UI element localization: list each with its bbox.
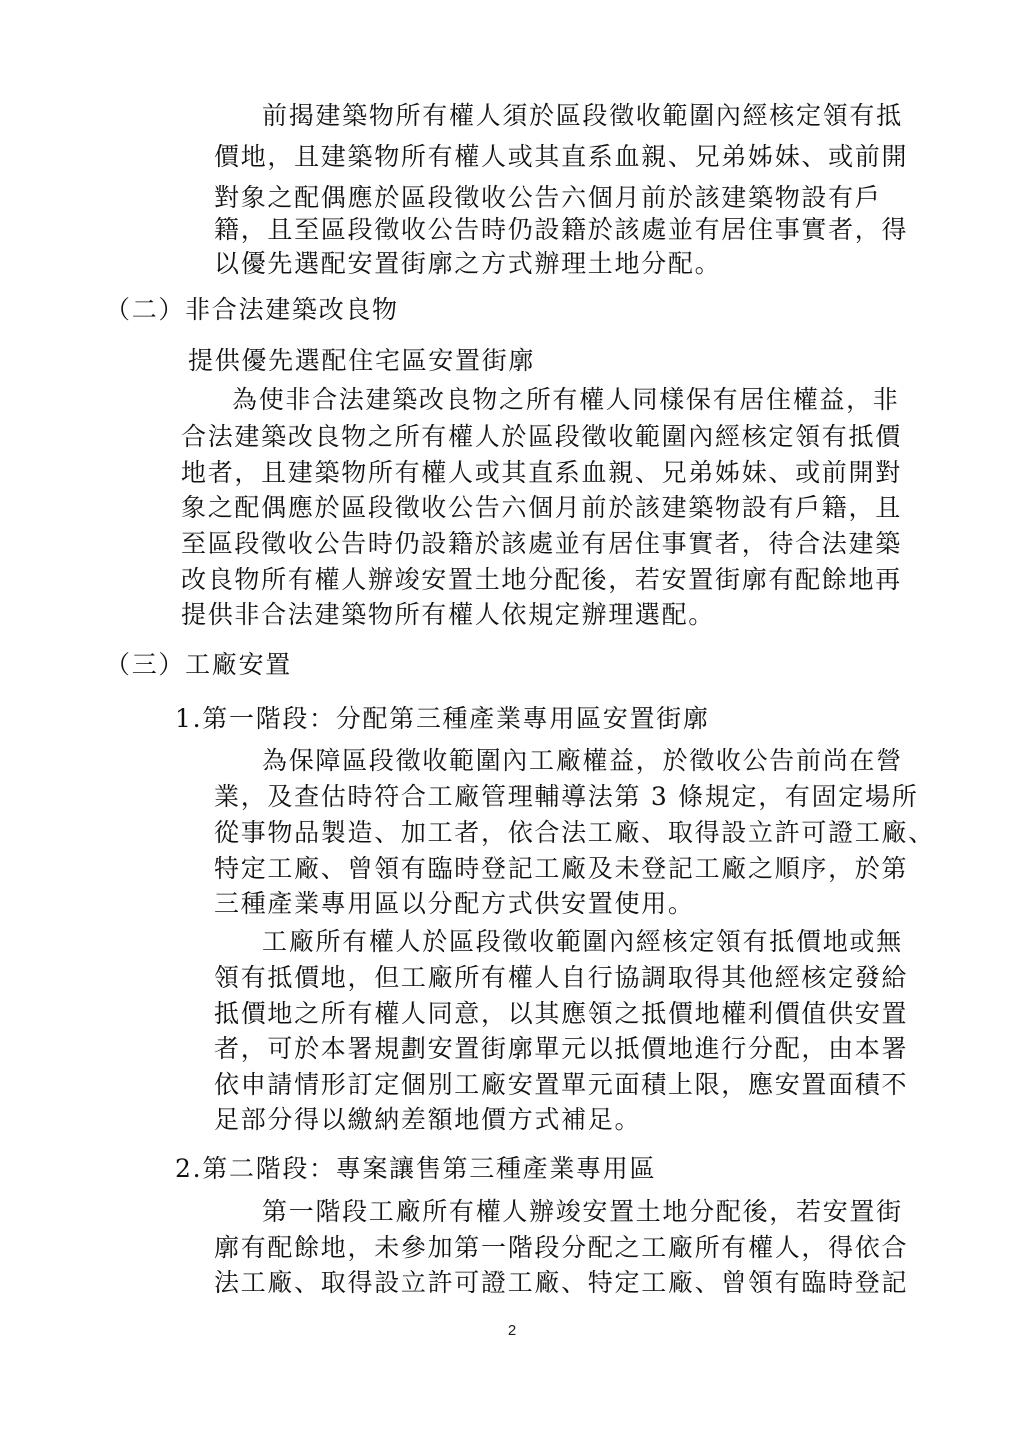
item-heading: 1.第一階段：分配第三種產業專用區安置街廓 bbox=[175, 704, 710, 733]
paragraph-line: 象之配偶應於區段徵收公告六個月前於該建築物設有戶籍，且 bbox=[181, 493, 902, 522]
paragraph-line: 合法建築改良物之所有權人於區段徵收範圍內經核定領有抵價 bbox=[181, 422, 902, 451]
paragraph-line: 價地，且建築物所有權人或其直系血親、兄弟姊妹、或前開 bbox=[214, 142, 909, 171]
paragraph-line: 工廠所有權人於區段徵收範圍內經核定領有抵價地或無 bbox=[262, 927, 903, 956]
paragraph-line: 依申請情形訂定個別工廠安置單元面積上限，應安置面積不 bbox=[214, 1070, 909, 1099]
section-heading: （二）非合法建築改良物 bbox=[105, 295, 399, 324]
paragraph-line: 者，可於本署規劃安置街廓單元以抵價地進行分配，由本署 bbox=[214, 1034, 909, 1063]
paragraph-line: 至區段徵收公告時仍設籍於該處並有居住事實者，待合法建築 bbox=[181, 529, 902, 558]
paragraph-line: 特定工廠、曾領有臨時登記工廠及未登記工廠之順序，於第 bbox=[214, 854, 909, 883]
paragraph-line: 三種產業專用區以分配方式供安置使用。 bbox=[214, 889, 695, 918]
paragraph-line: 提供非合法建築物所有權人依規定辦理選配。 bbox=[181, 600, 716, 629]
paragraph-line: 廓有配餘地，未參加第一階段分配之工廠所有權人，得依合 bbox=[214, 1233, 909, 1262]
paragraph-line: 領有抵價地，但工廠所有權人自行協調取得其他經核定發給 bbox=[214, 963, 909, 992]
paragraph-line: 對象之配偶應於區段徵收公告六個月前於該建築物設有戶 bbox=[214, 183, 882, 212]
paragraph-line: 地者，且建築物所有權人或其直系血親、兄弟姊妹、或前開對 bbox=[181, 458, 902, 487]
paragraph-line: 抵價地之所有權人同意，以其應領之抵價地權利價值供安置 bbox=[214, 999, 909, 1028]
item-heading: 2.第二階段：專案讓售第三種產業專用區 bbox=[175, 1154, 657, 1183]
paragraph-line: 足部分得以繳納差額地價方式補足。 bbox=[214, 1105, 642, 1134]
paragraph-line: 第一階段工廠所有權人辦竣安置土地分配後，若安置街 bbox=[262, 1197, 903, 1226]
paragraph-line: 以優先選配安置街廓之方式辦理土地分配。 bbox=[214, 249, 722, 278]
paragraph-line: 前揭建築物所有權人須於區段徵收範圍內經核定領有抵 bbox=[262, 101, 903, 130]
subsection-heading: 提供優先選配住宅區安置街廓 bbox=[188, 346, 536, 375]
paragraph-line: 為使非合法建築改良物之所有權人同樣保有居住權益，非 bbox=[232, 385, 900, 414]
paragraph-line: 籍，且至區段徵收公告時仍設籍於該處並有居住事實者，得 bbox=[214, 215, 909, 244]
paragraph-line: 業，及查估時符合工廠管理輔導法第 3 條規定，有固定場所 bbox=[214, 782, 919, 811]
page-number: 2 bbox=[507, 1322, 517, 1339]
paragraph-line: 從事物品製造、加工者，依合法工廠、取得設立許可證工廠、 bbox=[214, 818, 935, 847]
section-heading: （三）工廠安置 bbox=[105, 650, 292, 679]
paragraph-line: 改良物所有權人辦竣安置土地分配後，若安置街廓有配餘地再 bbox=[181, 565, 902, 594]
paragraph-line: 為保障區段徵收範圍內工廠權益，於徵收公告前尚在營 bbox=[262, 746, 903, 775]
paragraph-line: 法工廠、取得設立許可證工廠、特定工廠、曾領有臨時登記 bbox=[214, 1268, 909, 1297]
